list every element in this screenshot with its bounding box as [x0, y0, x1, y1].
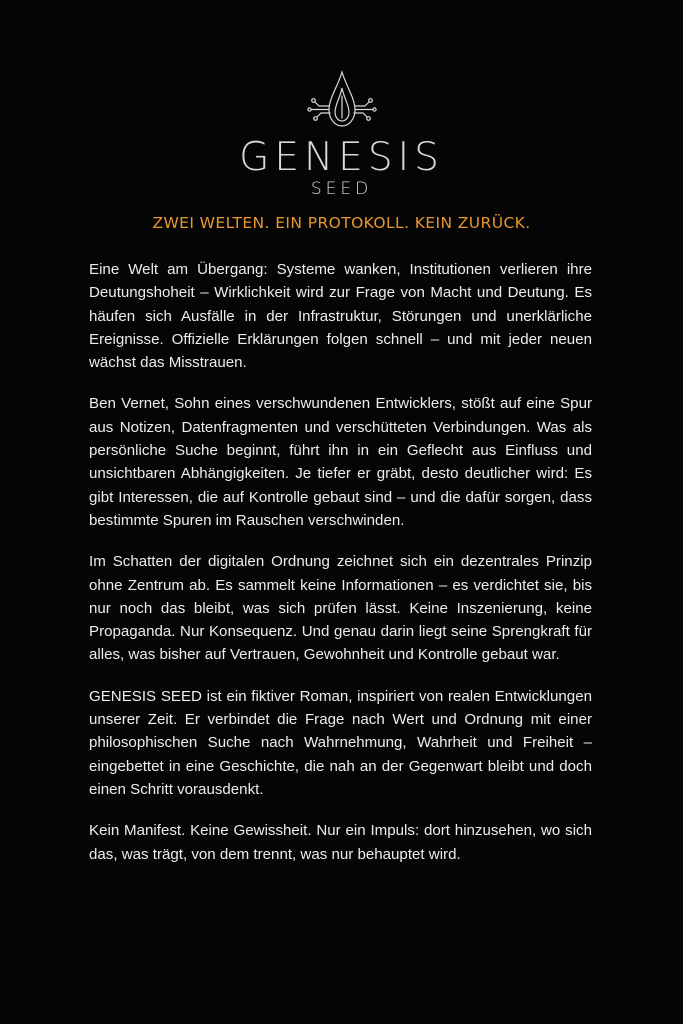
logo-title: GENESIS [239, 135, 444, 180]
paragraph-2: Ben Vernet, Sohn eines verschwundenen Entwicklers, stößt auf eine Spur aus Notizen, Datenfragmenten und verschütteten Verbindungen. Was als persönliche Suche beginnt, führt ihn in ein Geflecht aus Einfluss und unsichtbaren Abhängigkeiten. Je tiefer er gräbt, desto deutlicher wird: Es gibt Interessen, die auf Kontrolle gebaut sind – und die dafür sorgen, dass bestimmte Spuren im Rauschen verschwinden. [89, 395, 592, 529]
paragraph-1: Eine Welt am Übergang: Systeme wanken, Institutionen verlieren ihre Deutungshoheit – Wirklichkeit wird zur Frage von Macht und Deutung. Es häufen sich Ausfälle in der Infrastruktur, Störungen und unerklärliche Ereignisse. Offizielle Erklärungen folgen schnell – und mit jeder neuen wächst das Misstrauen. [89, 261, 592, 372]
blurb-text [89, 258, 592, 884]
paragraph-4: GENESIS SEED ist ein fiktiver Roman, inspiriert von realen Entwicklungen unserer Zeit. Er verbindet die Frage nach Wert und Ordnung mit einer philosophischen Suche nach Wahrnehmung, Wahrheit und Freiheit – eingebettet in eine Geschichte, die nah an der Gegenwart bleibt und doch einen Schritt vorausdenkt. [89, 687, 592, 798]
seed-drop-icon [307, 68, 377, 132]
paragraph-5: Kein Manifest. Keine Gewissheit. Nur ein Impuls: dort hinzusehen, wo sich das, was trägt, von dem trennt, was nur behauptet wird. [89, 822, 592, 863]
tagline: ZWEI WELTEN. EIN PROTOKOLL. KEIN ZURÜCK. [152, 214, 531, 232]
paragraph-3: Im Schatten der digitalen Ordnung zeichnet sich ein dezentrales Prinzip ohne Zentrum ab. Es sammelt keine Informationen – es verdichtet sie, bis nur noch das bleibt, was sich prüfen lässt. Keine Inszenierung, keine Propaganda. Nur Konsequenz. Und genau darin liegt seine Sprengkraft für alles, was bisher auf Vertrauen, Gewohnheit und Kontrolle gebaut war. [89, 553, 592, 664]
genesis-seed-logo [0, 68, 683, 198]
logo-subtitle: SEED [310, 179, 373, 199]
